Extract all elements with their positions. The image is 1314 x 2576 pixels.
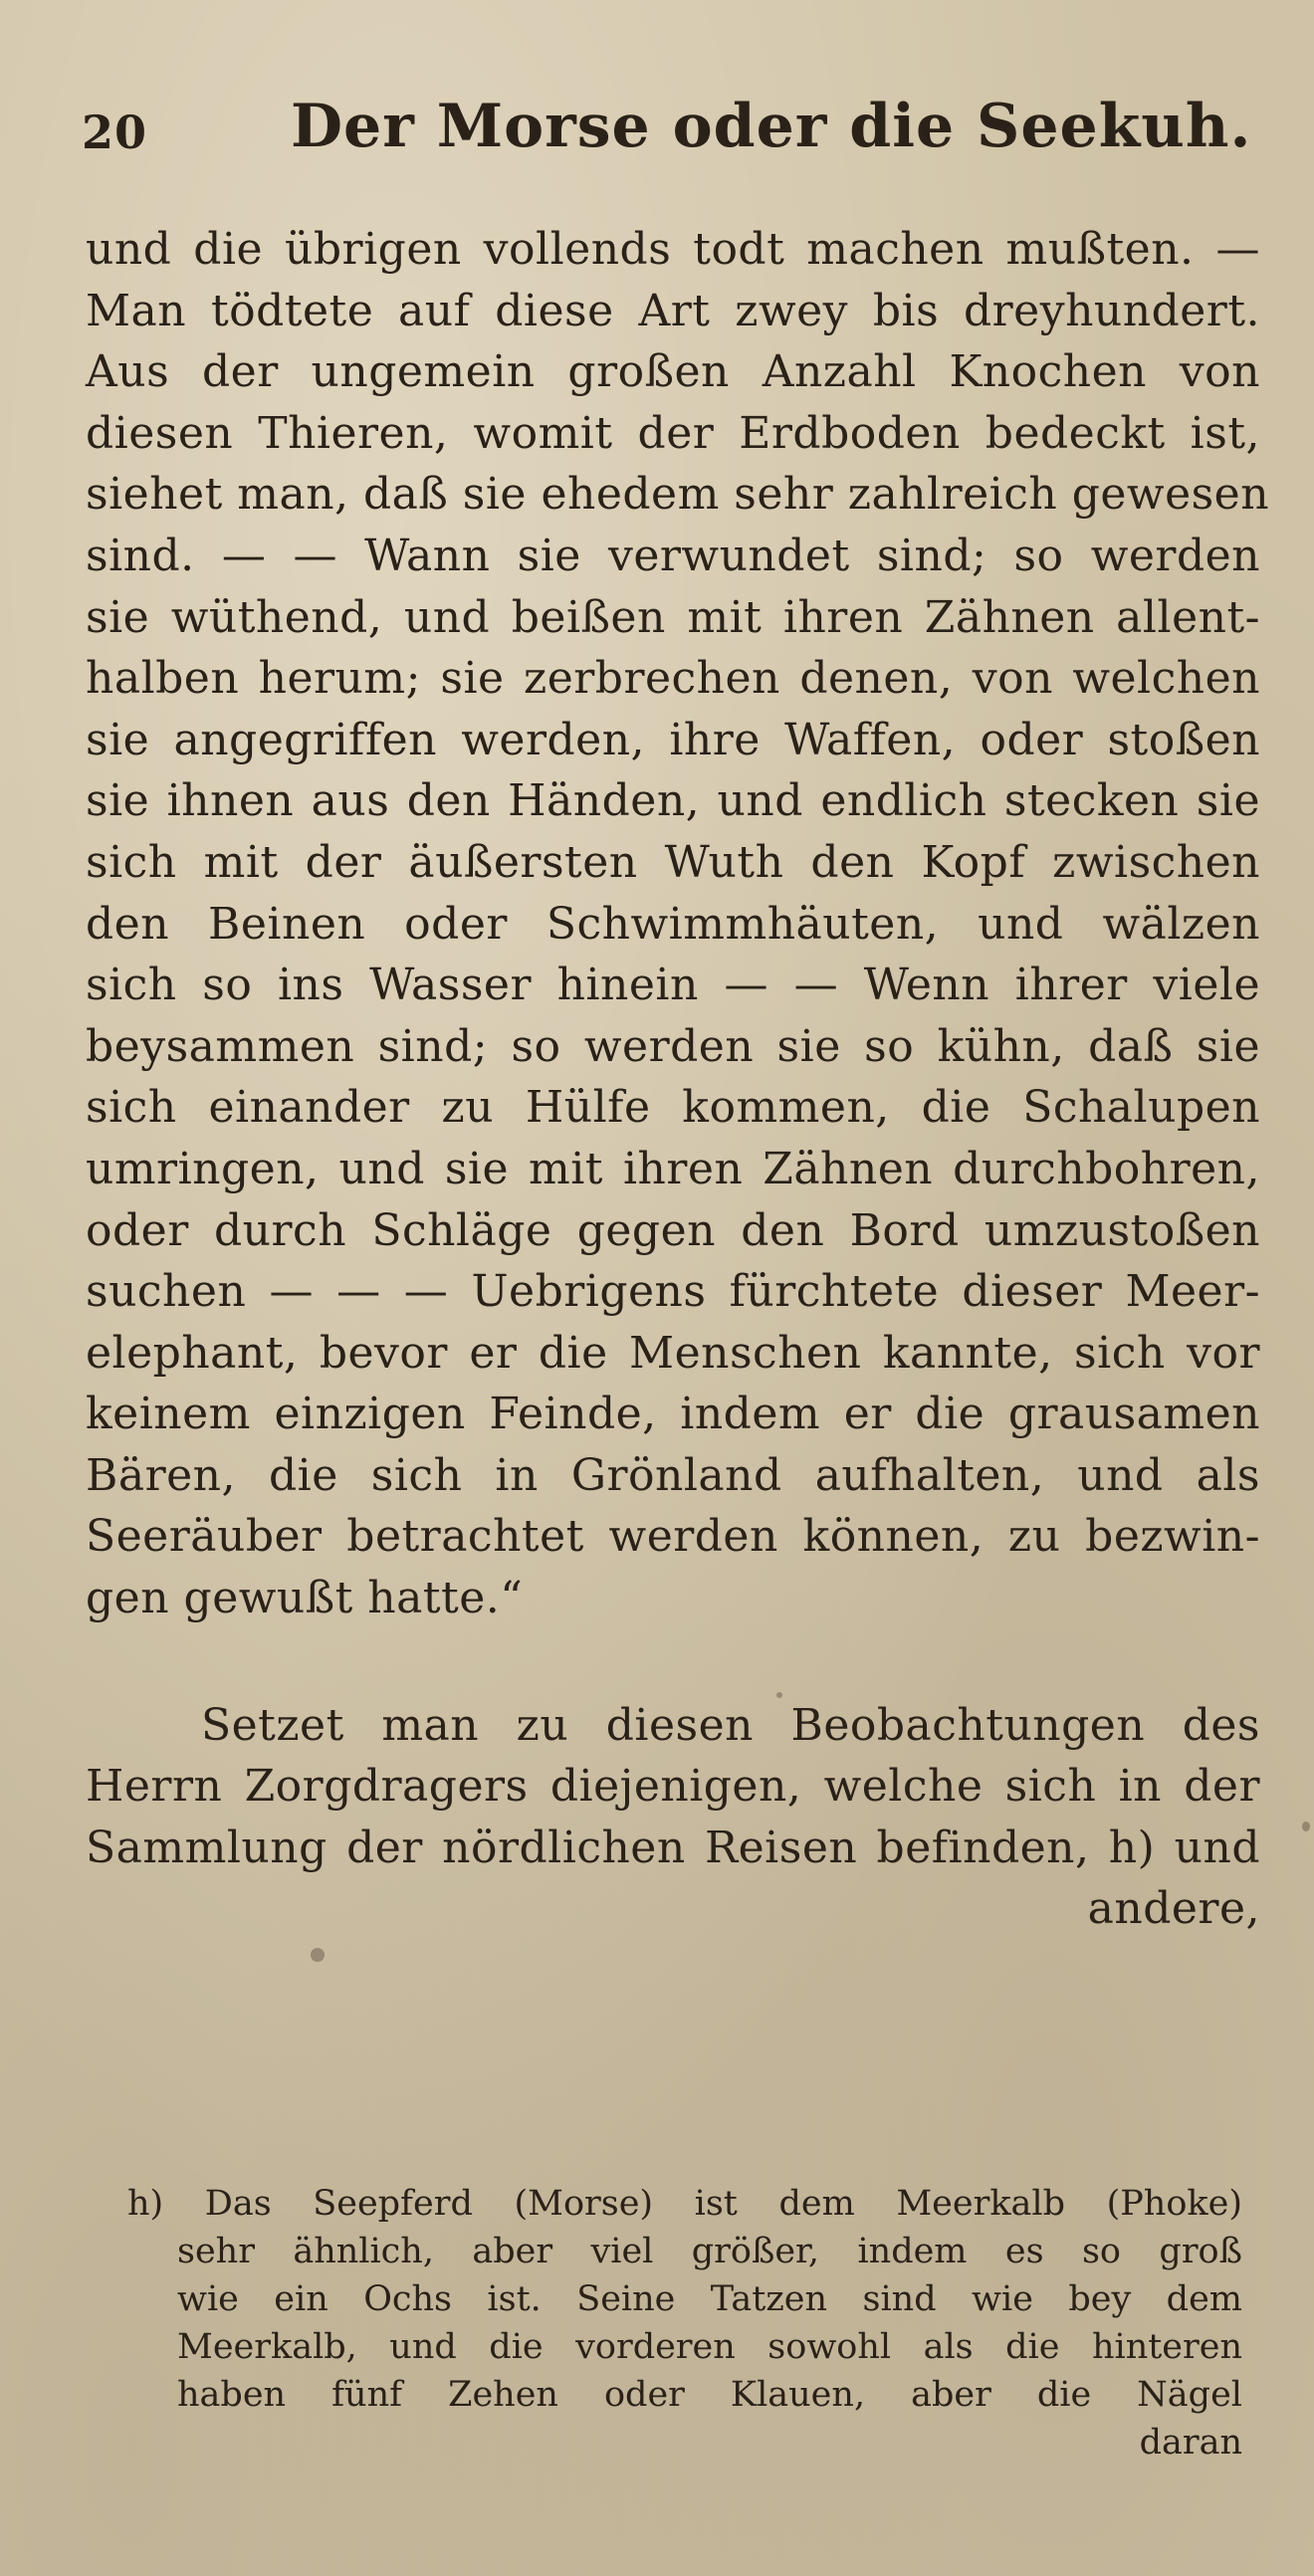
footnote-catchword: daran	[1139, 2423, 1242, 2463]
footnote-line: sehr ähnlich, aber viel größer, indem es so groß	[177, 2232, 1242, 2271]
text-line: Setzet man zu diesen Beobachtungen des	[201, 1699, 1260, 1751]
text-line: Bären, die sich in Grönland aufhalten, und als	[86, 1449, 1260, 1501]
text-line: Man tödtete auf diese Art zwey bis dreyhundert.	[86, 285, 1260, 336]
text-line: gen gewußt hatte.“	[86, 1573, 524, 1624]
ink-speck	[311, 1948, 325, 1962]
text-line: Herrn Zorgdragers diejenigen, welche sich in der	[86, 1761, 1260, 1813]
footnote-line: Meerkalb, und die vorderen sowohl als die hinteren	[177, 2327, 1242, 2367]
text-line: sich mit der äußersten Wuth den Kopf zwischen	[86, 836, 1260, 888]
catchword: andere,	[1087, 1883, 1260, 1935]
ink-speck	[1302, 1822, 1310, 1831]
text-line: Seeräuber betrachtet werden können, zu bezwin-	[86, 1511, 1260, 1563]
text-line: sie wüthend, und beißen mit ihren Zähnen allent-	[86, 591, 1260, 643]
text-line: oder durch Schläge gegen den Bord umzustoßen	[86, 1204, 1260, 1256]
running-title: Der Morse oder die Seekuh.	[291, 92, 1252, 161]
text-line: sind. — — Wann sie verwundet sind; so werden	[86, 530, 1260, 581]
main-text	[86, 219, 1270, 1940]
text-line: sich so ins Wasser hinein — — Wenn ihrer viele	[86, 960, 1260, 1011]
footnote-line: h) Das Seepferd (Morse) ist dem Meerkalb (Phoke)	[127, 2184, 1242, 2224]
text-line: sie ihnen aus den Händen, und endlich stecken sie	[86, 775, 1260, 827]
text-line: Sammlung der nördlichen Reisen befinden, h) und	[86, 1822, 1260, 1873]
text-line: sie angegriffen werden, ihre Waffen, oder stoßen	[86, 714, 1260, 765]
text-line: beysammen sind; so werden sie so kühn, daß sie	[86, 1020, 1260, 1072]
text-line: diesen Thieren, womit der Erdboden bedeckt ist,	[86, 407, 1260, 459]
text-line: elephant, bevor er die Menschen kannte, sich vor	[86, 1327, 1260, 1379]
text-line: umringen, und sie mit ihren Zähnen durchbohren,	[86, 1143, 1260, 1194]
text-line: den Beinen oder Schwimmhäuten, und wälzen	[86, 898, 1260, 950]
text-line: siehet man, daß sie ehedem sehr zahlreich gewesen	[86, 469, 1270, 521]
text-line: sich einander zu Hülfe kommen, die Schalupen	[86, 1082, 1260, 1134]
text-line: suchen — — — Uebrigens fürchtete dieser Meer-	[86, 1266, 1260, 1318]
text-line: keinem einzigen Feinde, indem er die grausamen	[86, 1389, 1260, 1440]
footnote-line: haben fünf Zehen oder Klauen, aber die Nägel	[177, 2375, 1242, 2415]
page-number: 20	[82, 106, 148, 159]
paragraph-gap	[86, 1629, 1260, 1695]
text-line: und die übrigen vollends todt machen mußten. —	[86, 224, 1260, 275]
footnote	[127, 2180, 1242, 2467]
page-header	[82, 92, 1252, 181]
text-line: Aus der ungemein großen Anzahl Knochen von	[86, 346, 1260, 398]
footnote-line: wie ein Ochs ist. Seine Tatzen sind wie bey dem	[177, 2279, 1242, 2319]
text-line: halben herum; sie zerbrechen denen, von welchen	[86, 653, 1260, 705]
